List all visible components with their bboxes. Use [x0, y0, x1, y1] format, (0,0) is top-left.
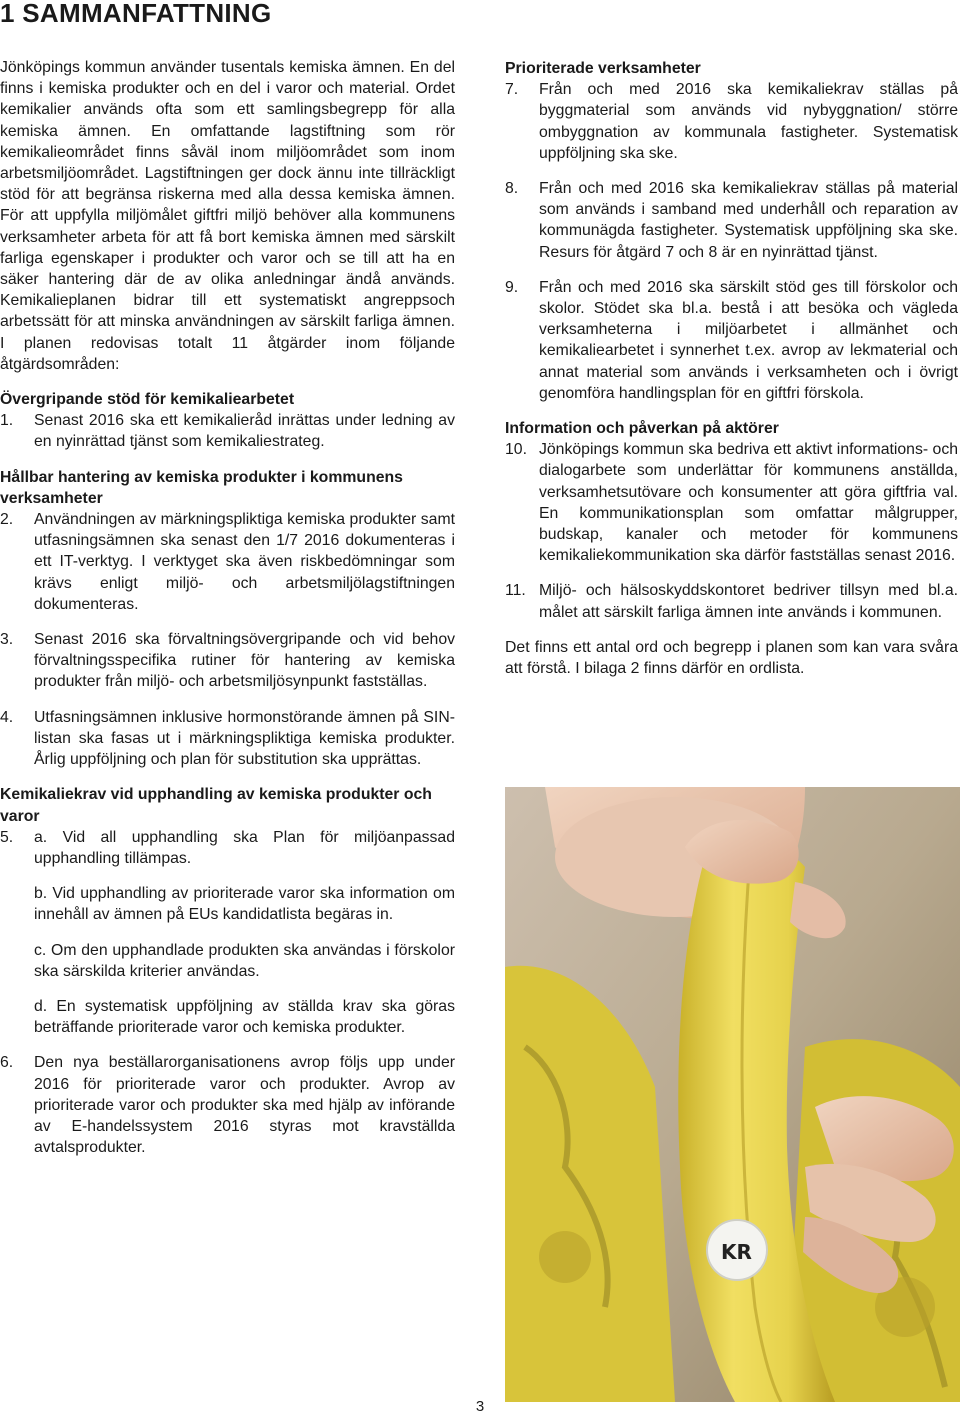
- item-number: 7.: [505, 81, 519, 99]
- banana-photo: [505, 787, 960, 1402]
- item-number: [0, 940, 34, 982]
- item-text: Från och med 2016 ska särskilt stöd ges till förskolor och skolor. Stödet ska bl.a. bestå i att besöka och vägleda verksamheterna i miljöarbetet i allmänhet och kemikaliearbetet i synnerhet t.ex. avrop av lekmaterial och annat material som används i verksamheten och i övrigt genomföra handlingsplan för en giftfri förskola.: [539, 278, 958, 402]
- list-item: [505, 580, 958, 622]
- item-number: 3.: [0, 631, 14, 649]
- item-text: a. Vid all upphandling ska Plan för miljöanpassad upphandling tillämpas.: [34, 828, 455, 867]
- item-number: 4.: [0, 708, 14, 726]
- list-item: [0, 827, 455, 869]
- left-column: [0, 57, 455, 1172]
- item-text: Från och med 2016 ska kemikaliekrav ställas på byggmaterial som används vid nybyggnation/ större ombyggnation av kommunala fastigheter. Systematisk uppföljning ska ske.: [539, 81, 958, 162]
- item-number: 1.: [0, 412, 14, 430]
- list-item: [0, 410, 455, 452]
- item-number: 5.: [0, 828, 14, 846]
- item-number: 9.: [505, 278, 519, 296]
- page-number: 3: [475, 1398, 485, 1415]
- item-number: 11.: [505, 582, 526, 600]
- list-item: [0, 996, 455, 1038]
- item-text: Senast 2016 ska ett kemikalieråd inrättas under ledning av en nyinrättad tjänst som kemikaliestrateg.: [34, 412, 455, 451]
- item-number: 2.: [0, 511, 14, 529]
- section-title: Hållbar hantering av kemiska produkter i kommunens verksamheter: [0, 468, 403, 507]
- list-item: [505, 79, 958, 164]
- item-text: Användningen av märkningspliktiga kemiska produkter samt utfasningsämnen ska senast den 1/7 2016 dokumenteras i ett IT-verktyg. I verktyget ska även riskbedömningar som krävs enligt miljö- och arbetsmiljölagstiftningen dokumenteras.: [34, 511, 455, 613]
- item-text: Miljö- och hälsoskyddskontoret bedriver tillsyn med bl.a. målet att särskilt farliga ämnen inte används i kommunen.: [539, 582, 958, 621]
- list-item: [505, 277, 958, 404]
- item-number: 6.: [0, 1054, 14, 1072]
- closing-paragraph: Det finns ett antal ord och begrepp i planen som kan vara svåra att förstå. I bilaga 2 finns därför en ordlista.: [505, 638, 958, 678]
- section-title: Prioriterade verksamheter: [505, 60, 701, 77]
- list-item: [505, 178, 958, 263]
- list-item: [0, 629, 455, 693]
- list-item: [0, 707, 455, 771]
- right-sections: [505, 58, 958, 623]
- list-item: [505, 439, 958, 566]
- item-text: Senast 2016 ska förvaltningsövergripande och vid behov förvaltningsspecifika rutiner för hantering av kemiska produkter från miljö- och arbetsmiljösynpunkt fastställas.: [34, 631, 455, 691]
- intro-paragraph: Jönköpings kommun använder tusentals kemiska ämnen. En del finns i kemiska produkter och en del i varor och material. Ordet kemikalier används ofta som ett samlingsbegrepp för alla kemiska ämnen. En omfattande lagstiftning som rör kemikalieområdet finns såväl inom miljöområdet som inom arbetsmiljöområdet. Lagstiftningen ger dock ännu inte tillräckligt stöd för att begränsa riskerna med alla dessa kemiska ämnen. För att uppfylla miljömålet giftfri miljö behöver alla kommunens verksamheter arbeta för att få bort kemiska ämnen med särskilt farliga egenskaper i produkter och varor och se till att ha en säker hantering där de av olika anledningar ändå används. Kemikalieplanen bidrar till ett systematiskt angreppsoch arbetssätt för att minska användningen av särskilt farliga ämnen. I planen redovisas totalt 11 åtgärder inom följande åtgärdsområden:: [0, 59, 455, 373]
- svg-text:KR: KR: [721, 1240, 752, 1264]
- item-text: Från och med 2016 ska kemikaliekrav ställas på material som används i samband med underhåll och reparation av kommunägda fastigheter. Systematisk uppföljning ska ske. Resurs för åtgärd 7 och 8 är en nyinrättad tjänst.: [539, 180, 958, 261]
- list-item: [0, 509, 455, 615]
- item-number: 8.: [505, 180, 519, 198]
- right-column: [505, 58, 958, 679]
- item-text: Jönköpings kommun ska bedriva ett aktivt informations- och dialogarbete som underlättar för kommunens anställda, verksamhetsutövare och konsumenter att göra giftfria val. En kommunikationsplan som omfattar målgrupper, budskap, kanaler och metoder för kommunens kemikaliekommunikation ska därför fastställas senast 2016.: [539, 441, 958, 565]
- section-title: Information och påverkan på aktörer: [505, 420, 779, 438]
- item-number: [0, 883, 34, 925]
- section-title: Övergripande stöd för kemikaliearbetet: [0, 391, 295, 409]
- list-item: [0, 1052, 455, 1158]
- page-heading: 1 SAMMANFATTNING: [0, 0, 272, 28]
- item-number: 10.: [505, 441, 527, 459]
- item-text: Utfasningsämnen inklusive hormonstörande ämnen på SIN-listan ska fasas ut i märkningspliktiga kemiska produkter. Årlig uppföljning och plan för substitution ska upprättas.: [34, 708, 455, 769]
- item-text: b. Vid upphandling av prioriterade varor ska information om innehåll av ämnen på EUs kandidatlista begäras in.: [34, 885, 455, 924]
- item-text: Den nya beställarorganisationens avrop följs upp under 2016 för prioriterade varor och produkter. Avrop av prioriterade varor och produkter ska med hjälp av införande av E-handelssystem 2016 styras mot kravställda avtalsprodukter.: [34, 1054, 455, 1157]
- list-item: [0, 940, 455, 982]
- item-text: d. En systematisk uppföljning av ställda krav ska göras beträffande prioriterade varor och kemiska produkter.: [34, 997, 455, 1037]
- left-sections: [0, 389, 455, 1158]
- list-item: [0, 883, 455, 925]
- item-number: [0, 996, 34, 1038]
- section-title: Kemikaliekrav vid upphandling av kemiska produkter och varor: [0, 786, 432, 825]
- item-text: c. Om den upphandlade produkten ska användas i förskolor ska särskilda kriterier användas.: [34, 941, 455, 980]
